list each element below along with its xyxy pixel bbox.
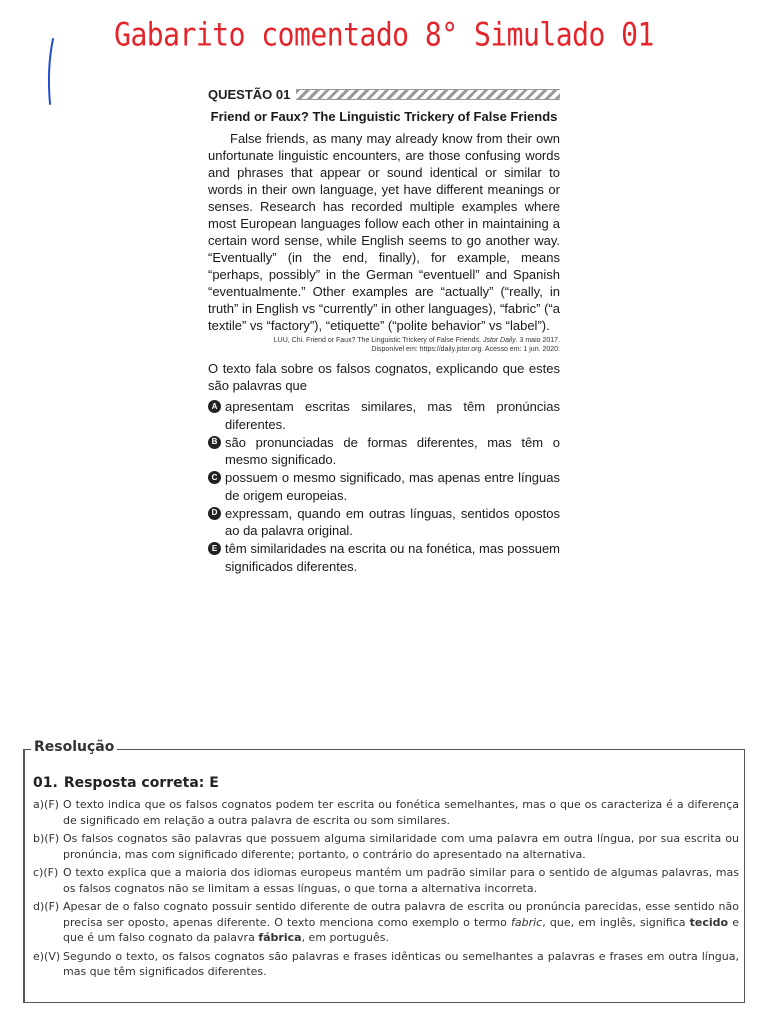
alternative-c[interactable] xyxy=(208,469,560,504)
alternative-a[interactable] xyxy=(208,398,560,433)
question-stem: O texto fala sobre os falsos cognatos, explicando que estes são palavras que xyxy=(208,361,560,393)
resolution-mark: e)(V) xyxy=(33,949,61,963)
citation-line-1: LUU, Chi. Friend or Faux? The Linguistic Trickery of False Friends. Jstor Daily. 3 maio 2017. xyxy=(273,337,560,344)
resolution-number: 01. xyxy=(33,775,58,791)
alternatives-list xyxy=(208,398,560,575)
alternative-letter: E xyxy=(208,542,221,555)
alternative-d[interactable] xyxy=(208,505,560,540)
resolution-mark: c)(F) xyxy=(33,866,59,879)
citation-journal: Jstor Daily xyxy=(482,337,516,344)
pen-mark xyxy=(40,36,60,108)
resolution-mark: d)(F) xyxy=(33,900,60,913)
alternative-letter: D xyxy=(208,507,221,520)
resolution-legend: Resolução xyxy=(31,739,117,755)
resolution-item-a xyxy=(33,797,739,828)
term-fabric: fabric xyxy=(511,915,543,929)
citation xyxy=(208,336,560,354)
alternative-text: têm similaridades na escrita ou na fonética, mas possuem significados diferentes. xyxy=(225,541,560,574)
alternative-e[interactable] xyxy=(208,540,560,575)
resolution-item-e xyxy=(33,949,739,980)
alternative-text: expressam, quando em outras línguas, sentidos opostos ao da palavra original. xyxy=(225,505,560,538)
resolution-answer: Resposta correta: E xyxy=(63,775,219,791)
article-title: Friend or Faux? The Linguistic Trickery of False Friends xyxy=(210,109,558,124)
question-block xyxy=(208,85,560,576)
resolution-list xyxy=(33,797,739,983)
resolution-heading xyxy=(33,775,219,791)
resolution-item-b xyxy=(33,831,739,862)
resolution-text: O texto explica que a maioria dos idiomas europeus mantém um padrão similar para o sentido de algumas palavras, mas os falsos cognatos não se limitam a essas línguas, o que torna a alternativa incorreta. xyxy=(63,866,739,895)
question-label: QUESTÃO 01 xyxy=(208,86,291,102)
resolution-text: Segundo o texto, os falsos cognatos são palavras e frases idênticas ou semelhantes a palavras e frases em outra língua, mas que têm significados diferentes. xyxy=(63,949,739,978)
term-fabrica: fábrica xyxy=(258,931,302,944)
alternative-text: possuem o mesmo significado, mas apenas entre línguas de origem europeias. xyxy=(225,470,560,503)
question-stripe xyxy=(296,89,560,100)
resolution-mark: b)(F) xyxy=(33,832,60,845)
alternative-letter: B xyxy=(208,436,221,449)
alternative-b[interactable] xyxy=(208,434,560,469)
citation-line-2: Disponível em: https://daily.jstor.org. Acesso em: 1 jun. 2020. xyxy=(371,346,560,353)
page-title: Gabarito comentado 8° Simulado 01 xyxy=(114,15,654,54)
resolution-mark: a)(F) xyxy=(33,798,59,811)
resolution-box xyxy=(23,739,745,1003)
term-tecido: tecido xyxy=(689,915,729,929)
resolution-item-d xyxy=(33,899,739,946)
alternative-letter: A xyxy=(208,400,221,413)
alternative-text: são pronunciadas de formas diferentes, mas têm o mesmo significado. xyxy=(225,434,560,467)
alternative-letter: C xyxy=(208,471,221,484)
resolution-text: Os falsos cognatos são palavras que possuem alguma similaridade com uma palavra em outra língua, por sua escrita ou pronúncia, mas com significado diferente; portanto, o contrário do apresentado na alternativa. xyxy=(63,832,739,861)
alternative-text: apresentam escritas similares, mas têm pronúncias diferentes. xyxy=(225,399,560,432)
resolution-text: O texto indica que os falsos cognatos podem ter escrita ou fonética semelhantes, mas o que os caracteriza é a diferença de significado em relação a outra palavra de escrita ou som similares. xyxy=(63,798,739,827)
resolution-text: Apesar de o falso cognato possuir sentido diferente de outra palavra de escrita ou pronúncia parecidas, esse sentido não precisa ser oposto, apenas diferente. O texto menciona como exemplo o termo fabric, que, em inglês, significa tecido e que é um falso cognato da palavra fábrica, em português. xyxy=(63,900,740,944)
passage-text: False friends, as many may already know from their own unfortunate linguistic encounters, are those confusing words and phrases that appear or sound identical or similar to words in their own language, yet have different meanings or senses. Research has recorded multiple examples where most European languages follow each other in maintaining a certain word sense, while English seems to go another way. “Eventually” (in the end, finally), for example, means “perhaps, possibly” in the German “eventuell” and Spanish “eventualmente.” Other examples are “actually” (“really, in truth” in English vs “currently” in other languages), “fabric” (“a textile” vs “factory”), “etiquette” (“polite behavior” vs “label”). xyxy=(208,131,560,333)
question-header xyxy=(208,85,560,103)
resolution-item-c xyxy=(33,865,739,896)
